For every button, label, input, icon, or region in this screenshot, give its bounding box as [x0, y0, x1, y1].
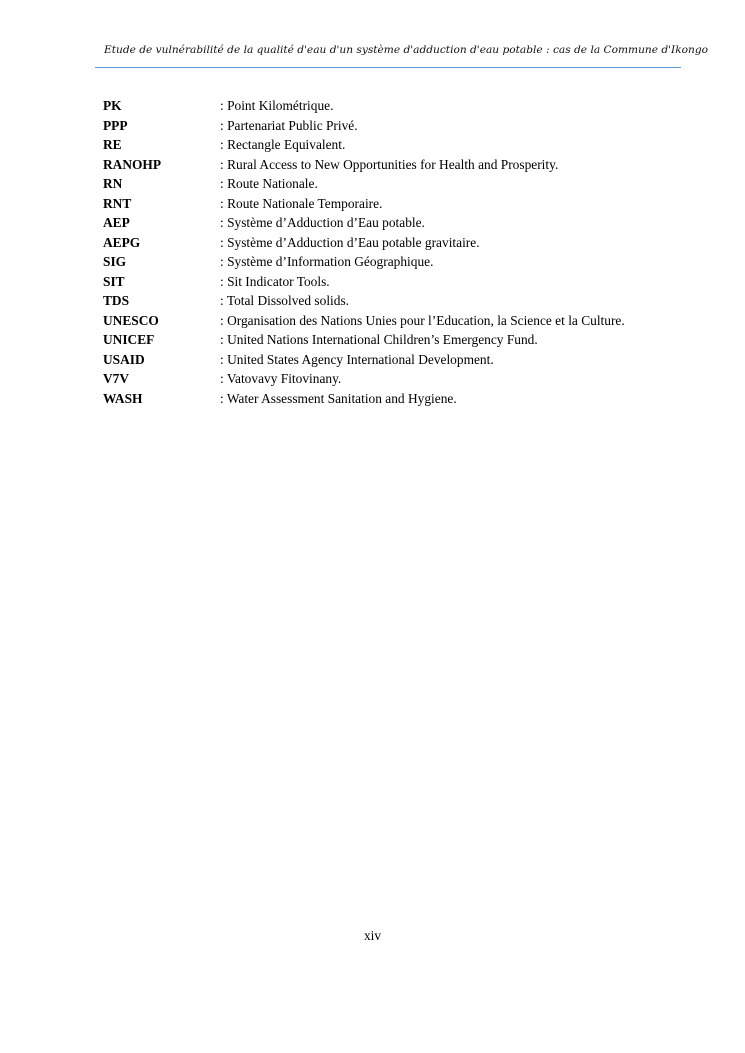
abbreviation-term: PPP: [103, 117, 128, 133]
abbreviation-row: [103, 233, 683, 253]
abbreviation-term: PK: [103, 98, 122, 113]
abbreviation-definition: : Rectangle Equivalent.: [220, 137, 346, 152]
abbreviation-definition: : Water Assessment Sanitation and Hygiene.: [220, 390, 457, 406]
abbreviation-row: [103, 174, 683, 194]
abbreviation-definition: : Organisation des Nations Unies pour l’Education, la Science et la Culture.: [220, 312, 625, 328]
abbreviation-definition: : Partenariat Public Privé.: [220, 117, 358, 133]
abbreviation-row: [103, 330, 683, 350]
abbreviation-term: UNICEF: [103, 332, 155, 347]
abbreviation-definition: : Système d’Adduction d’Eau potable.: [220, 215, 425, 230]
abbreviation-term: SIG: [103, 254, 127, 269]
abbreviation-definition: : United States Agency International Development.: [220, 351, 494, 367]
abbreviation-row: [103, 96, 683, 116]
abbreviation-row: [103, 252, 683, 272]
abbreviation-definition: : Système d’Adduction d’Eau potable gravitaire.: [220, 234, 480, 250]
abbreviation-term: RANOHP: [103, 156, 162, 172]
abbreviation-row: [103, 291, 683, 311]
abbreviation-definition: : Route Nationale.: [220, 176, 318, 191]
abbreviation-list: [103, 96, 683, 408]
abbreviation-term: UNESCO: [103, 312, 159, 328]
abbreviation-row: [103, 350, 683, 370]
abbreviation-term: TDS: [103, 293, 130, 308]
abbreviation-term: SIT: [103, 273, 125, 289]
abbreviation-row: [103, 311, 683, 331]
abbreviation-row: [103, 155, 683, 175]
header-divider: [95, 67, 681, 68]
abbreviation-definition: : Rural Access to New Opportunities for Health and Prosperity.: [220, 156, 559, 172]
abbreviation-row: [103, 194, 683, 214]
abbreviation-term: RE: [103, 137, 122, 152]
abbreviation-row: [103, 369, 683, 389]
abbreviation-definition: : Système d’Information Géographique.: [220, 254, 434, 269]
abbreviation-definition: : Vatovavy Fitovinany.: [220, 371, 342, 386]
abbreviation-term: AEP: [103, 215, 130, 230]
page-number: xiv: [363, 928, 382, 943]
abbreviation-definition: : United Nations International Children’s Emergency Fund.: [220, 332, 538, 347]
abbreviation-definition: : Sit Indicator Tools.: [220, 273, 330, 289]
abbreviation-row: [103, 116, 683, 136]
abbreviation-term: WASH: [103, 390, 143, 406]
abbreviation-term: RNT: [103, 195, 132, 211]
abbreviation-row: [103, 213, 683, 233]
abbreviation-row: [103, 389, 683, 409]
abbreviation-row: [103, 135, 683, 155]
abbreviation-term: V7V: [103, 371, 130, 386]
abbreviation-definition: : Total Dissolved solids.: [220, 293, 350, 308]
abbreviation-term: RN: [103, 176, 123, 191]
running-header-title: Etude de vulnérabilité de la qualité d'eau d'un système d'adduction d'eau potable : cas de la Commune d'Ikongo: [104, 44, 709, 56]
abbreviation-term: AEPG: [103, 234, 141, 250]
abbreviation-definition: : Route Nationale Temporaire.: [220, 195, 383, 211]
abbreviation-term: USAID: [103, 351, 145, 367]
abbreviation-definition: : Point Kilométrique.: [220, 98, 334, 113]
abbreviation-row: [103, 272, 683, 292]
